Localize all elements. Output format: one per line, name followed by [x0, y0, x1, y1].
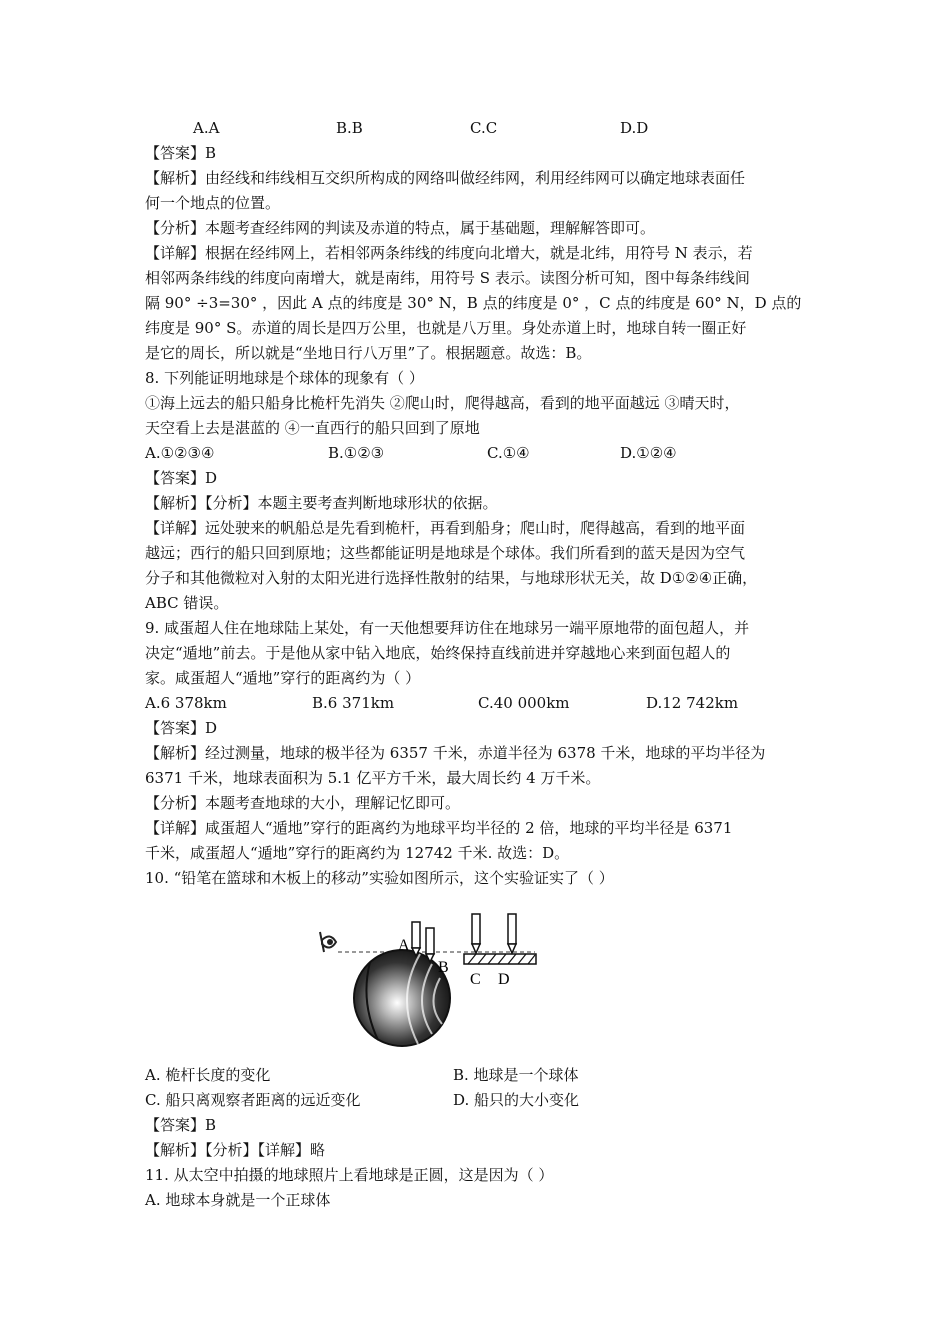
q9-jiexi-line-2: 6371 千米，地球表面积为 5.1 亿平方千米，最大周长约 4 万千米。	[145, 769, 601, 787]
q7-answer: 【答案】B	[145, 144, 217, 162]
label-c: C	[470, 971, 481, 988]
q8-option-b: B.①②③	[328, 444, 385, 462]
label-b: B	[438, 959, 449, 976]
q8-option-d: D.①②④	[620, 444, 677, 462]
pencil-c	[472, 914, 480, 953]
pencil-b	[426, 928, 434, 962]
q11-stem: 11. 从太空中拍摄的地球照片上看地球是正圆，这是因为（ ）	[145, 1166, 554, 1184]
q8-stem: 8. 下列能证明地球是个球体的现象有（ ）	[145, 369, 424, 387]
q7-option-a: A.A	[193, 119, 220, 137]
q8-answer: 【答案】D	[145, 469, 218, 487]
q9-option-c: C.40 000km	[478, 694, 570, 712]
q10-jiexi: 【解析】【分析】【详解】略	[145, 1141, 326, 1159]
q8-xiangjie-line-2: 越远；西行的船只回到原地；这些都能证明是地球是个球体。我们所看到的蓝天是因为空气	[145, 544, 746, 562]
q9-xiangjie-line-2: 千米，咸蛋超人“遁地”穿行的距离约为 12742 千米. 故选：D。	[145, 844, 570, 862]
q7-xiangjie-line-1: 【详解】根据在经纬网上，若相邻两条纬线的纬度向北增大，就是北纬，用符号 N 表示，若	[145, 244, 753, 262]
q10-option-b: B. 地球是一个球体	[453, 1066, 579, 1084]
q8-xiangjie-line-1: 【详解】远处驶来的帆船总是先看到桅杆，再看到船身；爬山时，爬得越高，看到的地平面	[145, 519, 746, 537]
q8-option-a: A.①②③④	[145, 444, 215, 462]
pencil-a	[412, 922, 420, 956]
q7-jiexi-line-1: 【解析】由经线和纬线相互交织所构成的网络叫做经纬网，利用经纬网可以确定地球表面任	[145, 169, 746, 187]
q8-items-line-2: 天空看上去是湛蓝的 ④一直西行的船只回到了原地	[145, 419, 480, 437]
q7-option-b: B.B	[336, 119, 363, 137]
q9-stem-line-1: 9. 咸蛋超人住在地球陆上某处，有一天他想要拜访住在地球另一端平原地带的面包超人，并	[145, 619, 750, 637]
q7-xiangjie-line-4: 纬度是 90° S。赤道的周长是四万公里，也就是八万里。身处赤道上时，地球自转一圈正好	[145, 319, 747, 337]
q9-option-b: B.6 371km	[312, 694, 395, 712]
q9-stem-line-2: 决定“遁地”前去。于是他从家中钻入地底，始终保持直线前进并穿越地心来到面包超人的	[145, 644, 731, 662]
q8-option-c: C.①④	[487, 444, 530, 462]
q8-items-line-1: ①海上远去的船只船身比桅杆先消失 ②爬山时，爬得越高，看到的地平面越远 ③晴天时，	[145, 394, 740, 412]
q7-jiexi-line-2: 何一个地点的位置。	[145, 194, 281, 212]
q8-jiexi: 【解析】【分析】本题主要考查判断地球形状的依据。	[145, 494, 498, 512]
q8-xiangjie-line-3: 分子和其他微粒对入射的太阳光进行选择性散射的结果，与地球形状无关，故 D①②④正确，	[145, 569, 758, 587]
q9-option-a: A.6 378km	[145, 694, 227, 712]
q9-stem-line-3: 家。咸蛋超人“遁地”穿行的距离约为（ ）	[145, 669, 421, 687]
q7-option-d: D.D	[620, 119, 649, 137]
q9-fenxi: 【分析】本题考查地球的大小，理解记忆即可。	[145, 794, 461, 812]
q7-option-c: C.C	[470, 119, 498, 137]
label-a: A	[398, 937, 410, 954]
basketball	[354, 950, 450, 1046]
label-d: D	[498, 971, 510, 988]
q10-option-c: C. 船只离观察者距离的远近变化	[145, 1091, 361, 1109]
q10-answer: 【答案】B	[145, 1116, 217, 1134]
q10-stem: 10. “铅笔在篮球和木板上的移动”实验如图所示，这个实验证实了（ ）	[145, 869, 614, 887]
q9-option-d: D.12 742km	[646, 694, 739, 712]
wooden-board	[464, 954, 536, 964]
q9-jiexi-line-1: 【解析】经过测量，地球的极半径为 6357 千米，赤道半径为 6378 千米，地球的平均半径为	[145, 744, 766, 762]
q11-option-a: A. 地球本身就是一个正球体	[145, 1191, 331, 1209]
q10-option-d: D. 船只的大小变化	[453, 1091, 580, 1109]
q8-xiangjie-line-4: ABC 错误。	[145, 594, 229, 612]
q7-xiangjie-line-2: 相邻两条纬线的纬度向南增大，就是南纬，用符号 S 表示。读图分析可知，图中每条纬线间	[145, 269, 750, 287]
q9-answer: 【答案】D	[145, 719, 218, 737]
q10-option-a: A. 桅杆长度的变化	[145, 1066, 271, 1084]
eye-icon	[320, 932, 336, 952]
q9-xiangjie-line-1: 【详解】咸蛋超人“遁地”穿行的距离约为地球平均半径的 2 倍，地球的平均半径是 6371	[145, 819, 733, 837]
pencil-experiment-figure	[300, 912, 550, 1062]
q7-xiangjie-line-3: 隔 90° ÷3=30° ，因此 A 点的纬度是 30° N，B 点的纬度是 0° ，C 点的纬度是 60° N，D 点的	[145, 294, 802, 312]
q7-xiangjie-line-5: 是它的周长，所以就是“坐地日行八万里”了。根据题意。故选：B。	[145, 344, 592, 362]
pencil-d	[508, 914, 516, 953]
q7-fenxi: 【分析】本题考查经纬网的判读及赤道的特点，属于基础题，理解解答即可。	[145, 219, 656, 237]
